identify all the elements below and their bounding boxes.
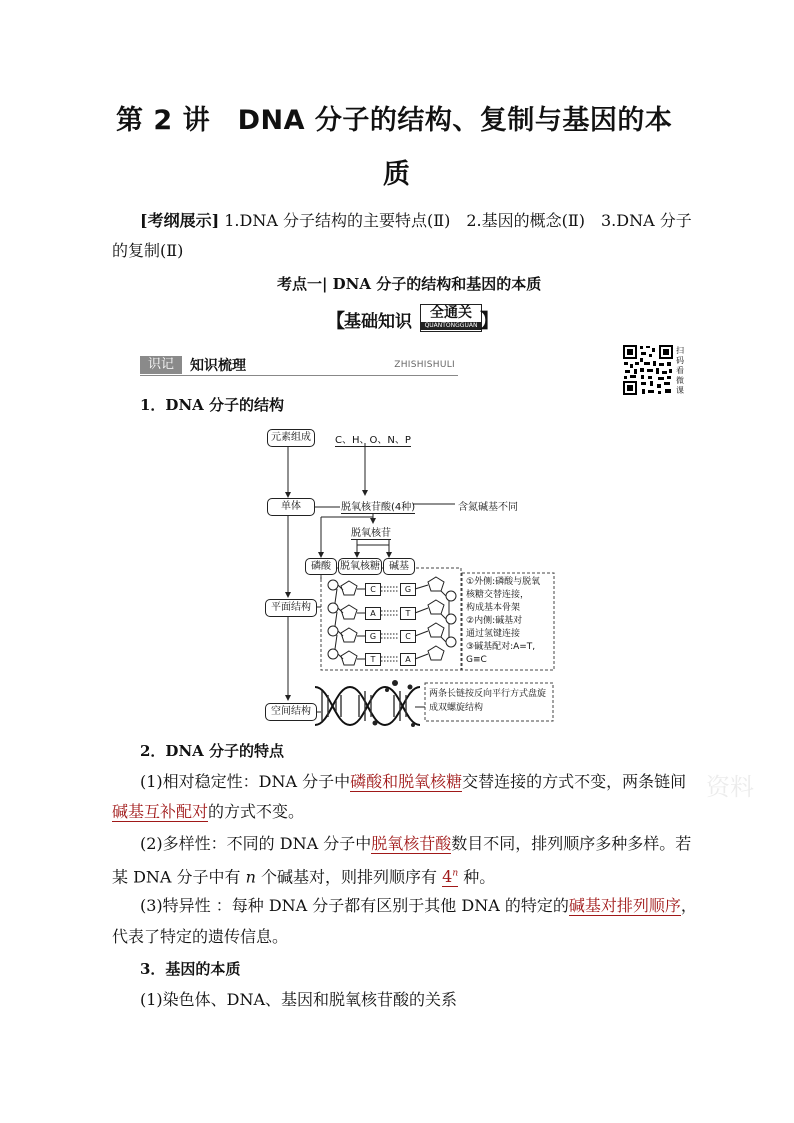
base-pair-left: T: [365, 653, 381, 666]
section-tag: 识记: [140, 356, 182, 374]
double-helix-image: [315, 687, 420, 725]
page-title-line2: 质: [383, 159, 411, 190]
banner-badge-pinyin: QUANTONGGUAN: [421, 322, 481, 330]
monomer-note: 含氮碱基不同: [458, 502, 518, 513]
qr-code-icon[interactable]: [622, 344, 674, 396]
planar-note: ①外侧:磷酸与脱氧: [466, 577, 541, 587]
heading-dna-features: 2．DNA 分子的特点: [140, 742, 285, 760]
section-label: 知识梳理: [190, 358, 246, 374]
planar-note: 核糖交替连接，: [466, 590, 530, 600]
base-pair-right: G: [400, 583, 416, 596]
section-band: [140, 354, 455, 376]
text-span: 的方式不变。: [208, 802, 305, 821]
paragraph-diversity-line1: [140, 834, 691, 854]
spatial-structure-box: 空间结构: [265, 703, 317, 721]
dna-structure-diagram: [255, 425, 555, 730]
section-divider: [140, 375, 458, 376]
point-title: 考点一| DNA 分子的结构和基因的本质: [277, 275, 542, 293]
text-span: 数目不同，排列顺序多种多样。若: [451, 834, 692, 853]
knowledge-banner: [326, 304, 498, 332]
answer-blank: 磷酸和脱氧核糖: [350, 772, 463, 791]
syllabus-line1: [140, 211, 692, 231]
elements-label: C、H、O、N、P: [335, 431, 411, 447]
banner-bracket-right: 】: [480, 310, 500, 332]
heading-dna-structure: 1．DNA 分子的结构: [140, 396, 285, 414]
paragraph-stability-line1: [140, 772, 686, 792]
paragraph-stability-line2: [112, 802, 304, 822]
banner-text: 基础知识: [344, 312, 412, 332]
text-span: 种。: [458, 867, 496, 887]
base-pair-left: G: [365, 630, 381, 643]
answer-blank: 碱基对排列顺序: [568, 896, 681, 915]
monomer-label: 脱氧核苷酸(4种): [341, 498, 415, 514]
base-box: 碱基: [383, 558, 415, 575]
base-pair-left: A: [365, 607, 381, 620]
answer-blank: [442, 867, 458, 887]
paragraph-specificity-line1: [140, 896, 697, 916]
monomer-box: 单体: [267, 498, 315, 516]
power-base: 4: [442, 867, 453, 887]
base-pair-right: C: [400, 630, 416, 643]
planar-structure-box: 平面结构: [265, 599, 317, 617]
sugar-box: 脱氧核糖: [338, 558, 382, 575]
answer-blank: 脱氧核苷酸: [371, 834, 452, 853]
banner-badge-main: 全通关: [430, 305, 472, 321]
base-pair-right: A: [400, 653, 416, 666]
syllabus-text: 1.DNA 分子结构的主要特点(Ⅱ) 2.基因的概念(Ⅱ) 3.DNA 分子: [224, 211, 692, 230]
text-span: (3)特异性 ：每种 DNA 分子都有区别于其他 DNA 的特定的: [140, 896, 569, 915]
paragraph-specificity-line2: 代表了特定的遗传信息。: [112, 927, 289, 946]
banner-badge: [420, 304, 482, 332]
section-pinyin: ZHISHISHULI: [394, 360, 455, 370]
paragraph-relationship: (1)染色体、DNA、基因和脱氧核苷酸的关系: [140, 990, 458, 1009]
text-span: 个碱基对，则排列顺序有: [255, 867, 443, 887]
answer-blank: 碱基互补配对: [112, 802, 209, 821]
text-span: ，: [680, 896, 697, 915]
text-span: (1)相对稳定性：DNA 分子中: [140, 772, 351, 791]
phosphate-box: 磷酸: [305, 558, 337, 575]
planar-note: 通过氢键连接: [466, 629, 521, 639]
qr-side-text: 扫码看微课: [676, 346, 684, 395]
syllabus-label: [考纲展示]: [140, 211, 220, 230]
text-span: (2)多样性：不同的 DNA 分子中: [140, 834, 372, 853]
planar-note: ②内侧:碱基对: [466, 616, 523, 626]
planar-note: ③碱基配对:A=T,: [466, 642, 536, 652]
power-exponent: n: [452, 869, 459, 879]
page-title-line1: 第 2 讲 DNA 分子的结构、复制与基因的本: [116, 105, 673, 136]
helix-notes: [429, 687, 546, 715]
banner-bracket-left: 【: [326, 310, 346, 332]
helix-note: 两条长链按反向平行方式盘旋: [429, 689, 547, 699]
planar-notes: [466, 576, 540, 667]
planar-note: 构成基本骨架: [466, 603, 521, 613]
syllabus-line2: 的复制(Ⅱ): [112, 241, 184, 260]
planar-note: G≡C: [466, 655, 487, 665]
text-span: 交替连接的方式不变，两条链间: [462, 772, 687, 791]
nucleoside-label: 脱氧核苷: [351, 524, 391, 540]
variable-n: n: [245, 867, 256, 887]
base-pair-right: T: [400, 607, 416, 620]
watermark: 资料: [706, 773, 754, 801]
text-span: 某 DNA 分子中有: [112, 867, 246, 887]
paragraph-diversity-line2: [112, 864, 495, 887]
element-composition-box: 元素组成: [267, 429, 315, 447]
heading-gene-essence: 3．基因的本质: [140, 960, 241, 978]
base-pair-left: C: [365, 583, 381, 596]
helix-note: 成双螺旋结构: [429, 703, 484, 713]
